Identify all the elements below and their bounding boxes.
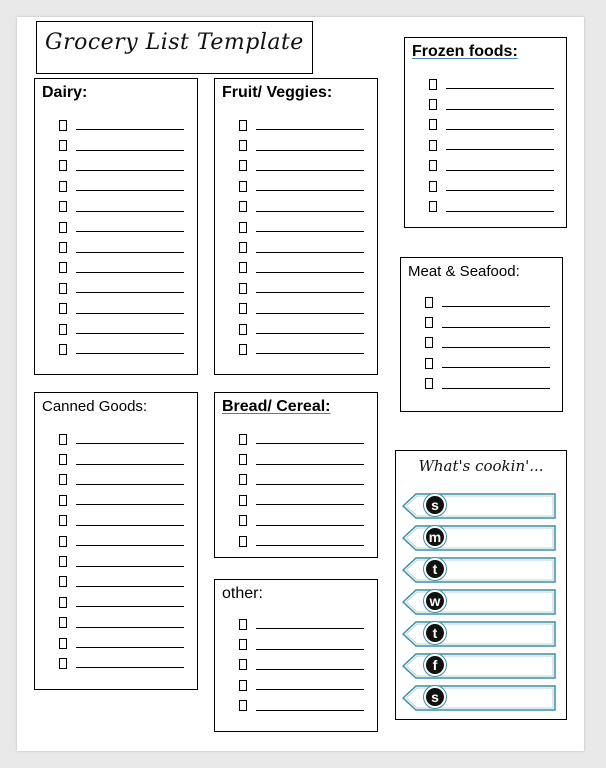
list-item	[59, 339, 184, 359]
day-letter-badge: m	[424, 526, 446, 548]
checkbox[interactable]	[59, 140, 67, 151]
checkbox[interactable]	[59, 201, 67, 212]
checkbox[interactable]	[429, 201, 437, 212]
day-letter-badge: t	[424, 622, 446, 644]
section-title-bread-cereal-text: Bread/ Cereal:	[222, 398, 331, 415]
section-title-other: other:	[222, 585, 263, 602]
list-item	[239, 449, 364, 469]
item-list-fruit-veggies	[239, 115, 364, 360]
write-in-line[interactable]	[256, 272, 364, 273]
write-in-line[interactable]	[76, 627, 184, 628]
write-in-line[interactable]	[76, 647, 184, 648]
section-dairy	[34, 78, 198, 375]
write-in-line[interactable]	[256, 689, 364, 690]
checkbox[interactable]	[59, 495, 67, 506]
meal-day-row[interactable]	[402, 493, 556, 519]
day-letter-badge: s	[424, 494, 446, 516]
item-list-meat-seafood	[425, 292, 550, 394]
list-item	[59, 135, 184, 155]
list-item	[239, 197, 364, 217]
list-item	[239, 614, 364, 634]
write-in-line[interactable]	[446, 129, 554, 130]
checkbox[interactable]	[239, 619, 247, 630]
checkbox[interactable]	[59, 617, 67, 628]
write-in-line[interactable]	[442, 327, 550, 328]
section-meat-seafood	[400, 257, 563, 412]
write-in-line[interactable]	[256, 484, 364, 485]
write-in-line[interactable]	[256, 353, 364, 354]
page-title: Grocery List Template	[45, 30, 304, 55]
checkbox[interactable]	[239, 324, 247, 335]
checkbox[interactable]	[239, 700, 247, 711]
write-in-line[interactable]	[256, 129, 364, 130]
checkbox[interactable]	[59, 536, 67, 547]
write-in-line[interactable]	[256, 170, 364, 171]
list-item	[429, 176, 554, 196]
list-item	[425, 333, 550, 353]
list-item	[239, 176, 364, 196]
write-in-line[interactable]	[76, 667, 184, 668]
list-item	[59, 217, 184, 237]
write-in-line[interactable]	[256, 150, 364, 151]
day-letter-badge: t	[424, 558, 446, 580]
meal-day-row[interactable]	[402, 621, 556, 647]
list-item	[239, 319, 364, 339]
checkbox[interactable]	[425, 317, 433, 328]
write-in-line[interactable]	[76, 606, 184, 607]
list-item	[59, 653, 184, 673]
checkbox[interactable]	[239, 242, 247, 253]
list-item	[59, 490, 184, 510]
list-item	[239, 217, 364, 237]
checkbox[interactable]	[239, 140, 247, 151]
checkbox[interactable]	[239, 222, 247, 233]
list-item	[59, 633, 184, 653]
write-in-line[interactable]	[76, 504, 184, 505]
list-item	[239, 490, 364, 510]
list-item	[59, 258, 184, 278]
section-bread-cereal	[214, 392, 378, 558]
write-in-line[interactable]	[256, 292, 364, 293]
write-in-line[interactable]	[256, 443, 364, 444]
list-item	[425, 292, 550, 312]
list-item	[239, 135, 364, 155]
write-in-line[interactable]	[446, 190, 554, 191]
list-item	[239, 511, 364, 531]
write-in-line[interactable]	[76, 231, 184, 232]
checkbox[interactable]	[59, 638, 67, 649]
list-item	[429, 135, 554, 155]
checkbox[interactable]	[59, 434, 67, 445]
write-in-line[interactable]	[442, 367, 550, 368]
whats-cookin-title	[396, 457, 566, 475]
checkbox[interactable]	[59, 303, 67, 314]
list-item	[429, 74, 554, 94]
checkbox[interactable]	[429, 119, 437, 130]
list-item	[239, 278, 364, 298]
list-item	[425, 353, 550, 373]
list-item	[59, 592, 184, 612]
write-in-line[interactable]	[76, 170, 184, 171]
item-list-bread-cereal	[239, 429, 364, 551]
list-item	[59, 572, 184, 592]
write-in-line[interactable]	[256, 628, 364, 629]
day-letter-badge: s	[424, 686, 446, 708]
checkbox[interactable]	[239, 659, 247, 670]
list-item	[239, 470, 364, 490]
section-whats-cookin	[395, 450, 567, 720]
checkbox[interactable]	[425, 297, 433, 308]
write-in-line[interactable]	[76, 190, 184, 191]
checkbox[interactable]	[239, 120, 247, 131]
checkbox[interactable]	[59, 283, 67, 294]
section-title-bread-cereal	[222, 398, 331, 416]
list-item	[239, 531, 364, 551]
checkbox[interactable]	[239, 680, 247, 691]
section-title-meat-seafood: Meat & Seafood:	[408, 263, 520, 280]
write-in-line[interactable]	[446, 109, 554, 110]
list-item	[429, 156, 554, 176]
list-item	[59, 197, 184, 217]
checkbox[interactable]	[429, 181, 437, 192]
checkbox[interactable]	[59, 262, 67, 273]
title-box	[36, 21, 313, 74]
checkbox[interactable]	[239, 536, 247, 547]
write-in-line[interactable]	[256, 669, 364, 670]
list-item	[59, 470, 184, 490]
meal-day-row[interactable]	[402, 653, 556, 679]
checkbox[interactable]	[59, 160, 67, 171]
checkbox[interactable]	[429, 79, 437, 90]
list-item	[239, 237, 364, 257]
checkbox[interactable]	[239, 495, 247, 506]
write-in-line[interactable]	[76, 252, 184, 253]
write-in-line[interactable]	[256, 504, 364, 505]
meal-day-row[interactable]	[402, 685, 556, 711]
list-item	[425, 374, 550, 394]
checkbox[interactable]	[59, 222, 67, 233]
item-list-frozen-foods	[429, 74, 554, 217]
checkbox[interactable]	[239, 515, 247, 526]
checkbox[interactable]	[239, 201, 247, 212]
list-item	[59, 551, 184, 571]
checkbox[interactable]	[425, 378, 433, 389]
checkbox[interactable]	[59, 324, 67, 335]
checkbox[interactable]	[59, 597, 67, 608]
list-item	[59, 319, 184, 339]
meal-day-row[interactable]	[402, 589, 556, 615]
write-in-line[interactable]	[442, 388, 550, 389]
list-item	[239, 429, 364, 449]
item-list-canned-goods	[59, 429, 184, 674]
checkbox[interactable]	[425, 337, 433, 348]
list-item	[239, 258, 364, 278]
list-item	[429, 115, 554, 135]
section-fruit-veggies	[214, 78, 378, 375]
checkbox[interactable]	[239, 639, 247, 650]
checkbox[interactable]	[239, 344, 247, 355]
list-item	[59, 176, 184, 196]
write-in-line[interactable]	[256, 231, 364, 232]
write-in-line[interactable]	[76, 586, 184, 587]
list-item	[239, 156, 364, 176]
write-in-line[interactable]	[442, 306, 550, 307]
write-in-line[interactable]	[76, 313, 184, 314]
write-in-line[interactable]	[256, 525, 364, 526]
write-in-line[interactable]	[256, 649, 364, 650]
checkbox[interactable]	[429, 140, 437, 151]
section-title-frozen-foods-text: Frozen foods:	[412, 43, 518, 60]
list-item	[239, 634, 364, 654]
list-item	[239, 655, 364, 675]
checkbox[interactable]	[59, 120, 67, 131]
write-in-line[interactable]	[256, 211, 364, 212]
item-list-other	[239, 614, 364, 716]
list-item	[239, 696, 364, 716]
write-in-line[interactable]	[76, 211, 184, 212]
section-other	[214, 579, 378, 732]
checkbox[interactable]	[59, 474, 67, 485]
meal-day-row[interactable]	[402, 557, 556, 583]
write-in-line[interactable]	[76, 353, 184, 354]
write-in-line[interactable]	[256, 333, 364, 334]
list-item	[239, 339, 364, 359]
meal-day-row[interactable]	[402, 525, 556, 551]
write-in-line[interactable]	[442, 347, 550, 348]
write-in-line[interactable]	[76, 545, 184, 546]
write-in-line[interactable]	[256, 545, 364, 546]
checkbox[interactable]	[239, 283, 247, 294]
checkbox[interactable]	[59, 658, 67, 669]
day-letter-badge: f	[424, 654, 446, 676]
write-in-line[interactable]	[256, 464, 364, 465]
write-in-line[interactable]	[76, 150, 184, 151]
document-page	[17, 17, 584, 751]
section-title-dairy: Dairy:	[42, 84, 88, 101]
list-item	[239, 299, 364, 319]
checkbox[interactable]	[239, 474, 247, 485]
list-item	[59, 429, 184, 449]
write-in-line[interactable]	[256, 710, 364, 711]
day-letter-badge: w	[424, 590, 446, 612]
list-item	[425, 312, 550, 332]
checkbox[interactable]	[239, 262, 247, 273]
checkbox[interactable]	[425, 358, 433, 369]
write-in-line[interactable]	[76, 566, 184, 567]
list-item	[429, 196, 554, 216]
section-frozen-foods	[404, 37, 567, 228]
checkbox[interactable]	[239, 454, 247, 465]
write-in-line[interactable]	[76, 525, 184, 526]
checkbox[interactable]	[59, 181, 67, 192]
list-item	[59, 156, 184, 176]
checkbox[interactable]	[239, 303, 247, 314]
checkbox[interactable]	[59, 576, 67, 587]
checkbox[interactable]	[59, 556, 67, 567]
write-in-line[interactable]	[446, 88, 554, 89]
list-item	[239, 115, 364, 135]
list-item	[59, 115, 184, 135]
section-title-frozen-foods	[412, 43, 518, 61]
write-in-line[interactable]	[76, 333, 184, 334]
list-item	[59, 449, 184, 469]
section-canned-goods	[34, 392, 198, 690]
checkbox[interactable]	[429, 160, 437, 171]
write-in-line[interactable]	[256, 313, 364, 314]
checkbox[interactable]	[239, 181, 247, 192]
list-item	[239, 675, 364, 695]
write-in-line[interactable]	[76, 292, 184, 293]
list-item	[59, 237, 184, 257]
write-in-line[interactable]	[76, 443, 184, 444]
write-in-line[interactable]	[256, 190, 364, 191]
list-item	[59, 278, 184, 298]
list-item	[429, 94, 554, 114]
write-in-line[interactable]	[256, 252, 364, 253]
checkbox[interactable]	[59, 515, 67, 526]
checkbox[interactable]	[59, 344, 67, 355]
write-in-line[interactable]	[76, 129, 184, 130]
section-title-fruit-veggies: Fruit/ Veggies:	[222, 84, 333, 101]
list-item	[59, 613, 184, 633]
write-in-line[interactable]	[446, 211, 554, 212]
list-item	[59, 299, 184, 319]
item-list-dairy	[59, 115, 184, 360]
checkbox[interactable]	[59, 242, 67, 253]
checkbox[interactable]	[239, 434, 247, 445]
write-in-line[interactable]	[76, 484, 184, 485]
whats-cookin-title-text: What's cookin'...	[418, 457, 544, 475]
list-item	[59, 531, 184, 551]
checkbox[interactable]	[429, 99, 437, 110]
write-in-line[interactable]	[446, 149, 554, 150]
list-item	[59, 511, 184, 531]
write-in-line[interactable]	[446, 170, 554, 171]
checkbox[interactable]	[239, 160, 247, 171]
write-in-line[interactable]	[76, 464, 184, 465]
write-in-line[interactable]	[76, 272, 184, 273]
checkbox[interactable]	[59, 454, 67, 465]
section-title-canned-goods: Canned Goods:	[42, 398, 148, 415]
